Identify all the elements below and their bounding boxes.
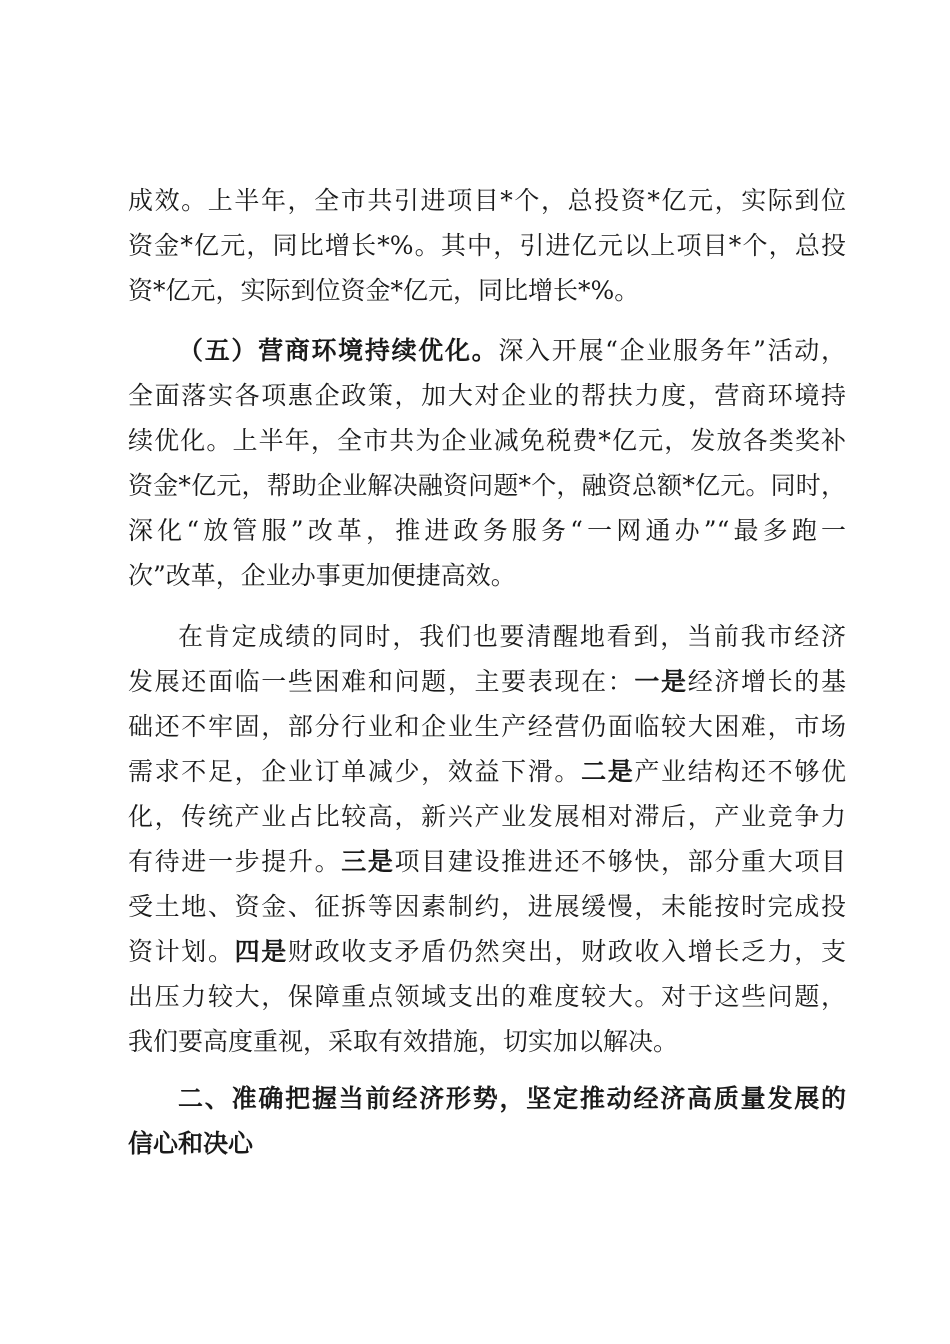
- text-line: 受土地、资金、征拆等因素制约，进展缓慢，未能按时完成投: [128, 892, 846, 921]
- text-line: [128, 659, 846, 704]
- text-run: 产业结构还不够优: [634, 757, 846, 786]
- text-line: [128, 839, 846, 884]
- text-run: 需求不足，企业订单减少，效益下滑。: [128, 757, 582, 786]
- text-line: 出压力较大，保障重点领域支出的难度较大。对于这些问题，: [128, 982, 846, 1011]
- subsection-heading: （五）营商环境持续优化。: [178, 336, 499, 365]
- point-label: 二是: [581, 757, 635, 786]
- paragraph-investment-results: [128, 178, 846, 313]
- point-label: 三是: [341, 847, 395, 876]
- text-line: 次”改革，企业办事更加便捷高效。: [128, 561, 516, 590]
- text-line: 资金*亿元，帮助企业解决融资问题*个，融资总额*亿元。同时，: [128, 471, 846, 500]
- text-run: 经济增长的基: [687, 667, 846, 696]
- text-line: 成效。上半年，全市共引进项目*个，总投资*亿元，实际到位: [128, 186, 846, 215]
- text-line: 资金*亿元，同比增长*%。其中，引进亿元以上项目*个，总投: [128, 231, 846, 260]
- text-line: [128, 328, 846, 373]
- text-line: 深化“放管服”改革，推进政务服务“一网通办”“最多跑一: [128, 516, 846, 545]
- text-line: [128, 749, 846, 794]
- text-line: 我们要高度重视，采取有效措施，切实加以解决。: [128, 1027, 679, 1056]
- heading-line: 二、准确把握当前经济形势，坚定推动经济高质量发展的: [178, 1084, 846, 1113]
- section-heading: [128, 1076, 846, 1166]
- paragraph-problems: [128, 614, 846, 1064]
- text-line: 全面落实各项惠企政策，加大对企业的帮扶力度，营商环境持: [128, 381, 846, 410]
- text-line: 础还不牢固，部分行业和企业生产经营仍面临较大困难，市场: [128, 712, 846, 741]
- text-run: 财政收支矛盾仍然突出，财政收入增长乏力，支: [287, 937, 846, 966]
- text-line: [128, 929, 846, 974]
- text-line: 在肯定成绩的同时，我们也要清醒地看到，当前我市经济: [178, 622, 846, 651]
- point-label: 四是: [234, 937, 288, 966]
- text-line: 续优化。上半年，全市共为企业减免税费*亿元，发放各类奖补: [128, 426, 846, 455]
- text-run: 有待进一步提升。: [128, 847, 342, 876]
- text-line: 化，传统产业占比较高，新兴产业发展相对滞后，产业竞争力: [128, 802, 846, 831]
- point-label: 一是: [634, 667, 688, 696]
- text-run: 发展还面临一些困难和问题，主要表现在：: [128, 667, 635, 696]
- text-run: 项目建设推进还不够快，部分重大项目: [394, 847, 846, 876]
- text-line: 资*亿元，实际到位资金*亿元，同比增长*%。: [128, 276, 640, 305]
- paragraph-business-environment: [128, 328, 846, 598]
- heading-line: 信心和决心: [128, 1129, 254, 1158]
- text-run: 深入开展“企业服务年”活动，: [498, 336, 846, 365]
- text-run: 资计划。: [128, 937, 235, 966]
